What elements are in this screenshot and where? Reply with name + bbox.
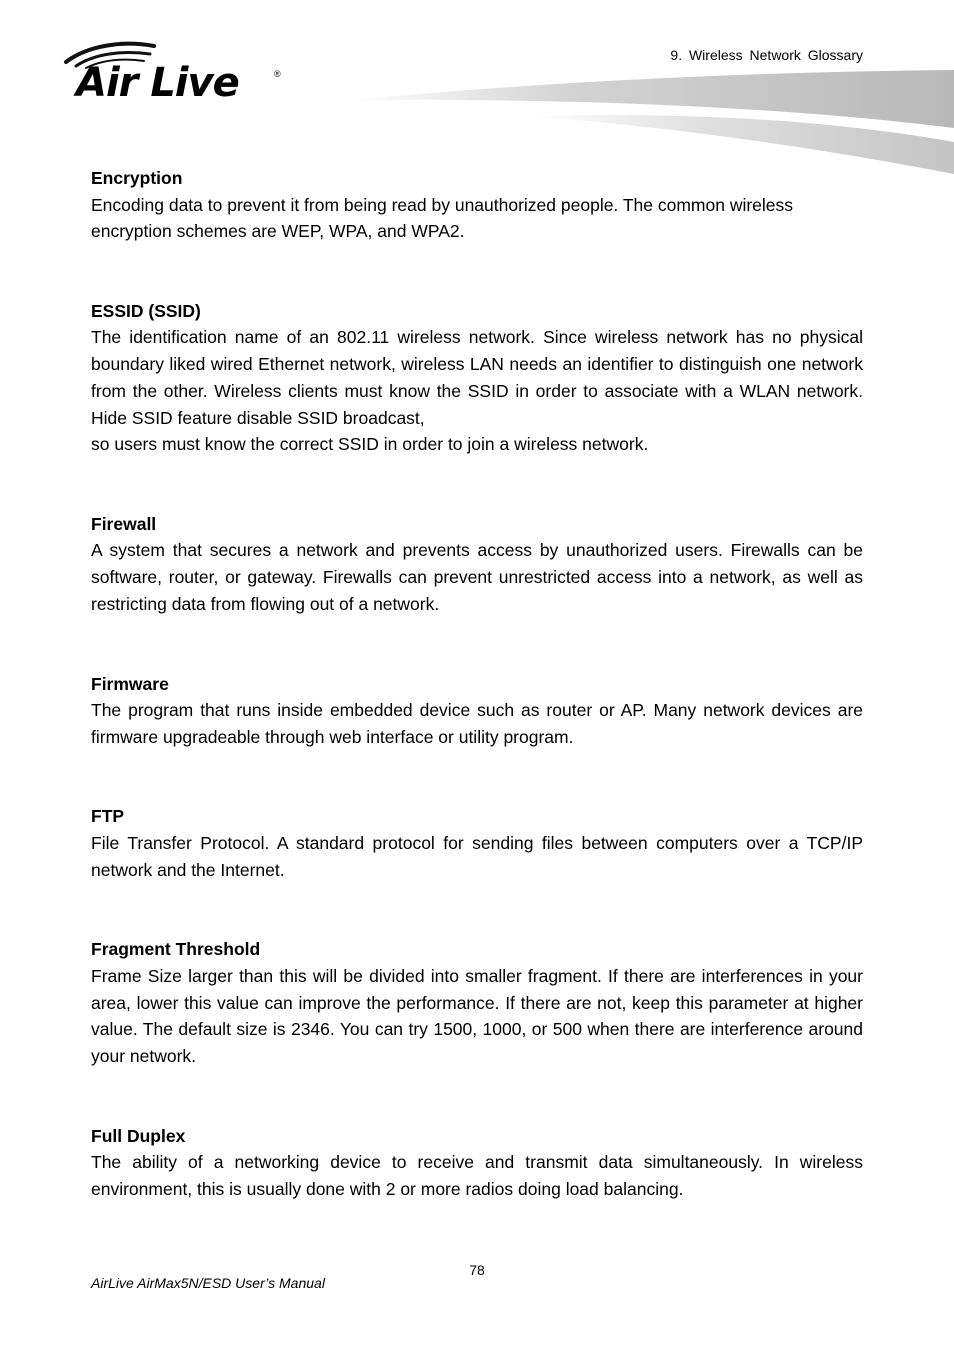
logo-text: Air Live [76,60,239,106]
glossary-term: FTP [91,806,125,827]
glossary-definition: File Transfer Protocol. A standard protocol for sending files between computers over a TCP/IP network and the Internet. [91,832,863,880]
glossary-term: Encryption [91,168,183,188]
glossary-content [91,165,863,1203]
manual-title: AirLive AirMax5N/ESD User’s Manual [91,1275,325,1291]
glossary-definition: The program that runs inside embedded device such as router or AP. Many network devices are firmware upgradeable through web interface or utility program. [91,700,863,747]
glossary-definition-continued: so users must know the correct SSID in order to join a wireless network. [91,434,649,455]
glossary-definition: Frame Size larger than this will be divided into smaller fragment. If there are interferences in your area, lower this value can improve the performance. If there are not, keep this parameter at higher value. The default size is 2346. You can try 1500, 1000, or 500 when there are interference around your network. [91,965,863,1066]
registered-mark: ® [274,69,281,79]
glossary-term: Fragment Threshold [91,939,261,960]
glossary-definition: The identification name of an 802.11 wireless network. Since wireless network has no physical boundary liked wired Ethernet network, wireless LAN needs an identifier to distinguish one network from the other. Wireless clients must know the SSID in order to associate with a WLAN network. Hide SSID feature disable SSID broadcast, [91,327,863,428]
glossary-entry-essid [91,298,863,458]
glossary-definition: Encoding data to prevent it from being read by unauthorized people. The common wireless encryption schemes are WEP, WPA, and WPA2. [91,194,794,242]
glossary-term: Firewall [91,513,157,534]
glossary-term: ESSID (SSID) [91,300,201,321]
header-swoosh-decoration [350,66,954,176]
glossary-entry-firmware [91,671,863,751]
glossary-entry-firewall [91,511,863,618]
glossary-term: Full Duplex [91,1125,186,1146]
glossary-entry-full-duplex [91,1123,863,1203]
glossary-term: Firmware [91,673,169,694]
page-number: 78 [469,1262,485,1278]
chapter-title: 9. Wireless Network Glossary [670,47,863,63]
glossary-definition: The ability of a networking device to receive and transmit data simultaneously. In wireless environment, this is usually done with 2 or more radios doing load balancing. [91,1152,863,1199]
glossary-definition: A system that secures a network and prevents access by unauthorized users. Firewalls can be software, router, or gateway. Firewalls can prevent unrestricted access into a network, as well as restricting data from flowing out of a network. [91,540,863,614]
glossary-entry-fragment-threshold [91,936,863,1069]
airlive-logo [62,40,292,108]
glossary-entry-ftp [91,803,863,883]
glossary-entry-encryption [91,165,863,245]
